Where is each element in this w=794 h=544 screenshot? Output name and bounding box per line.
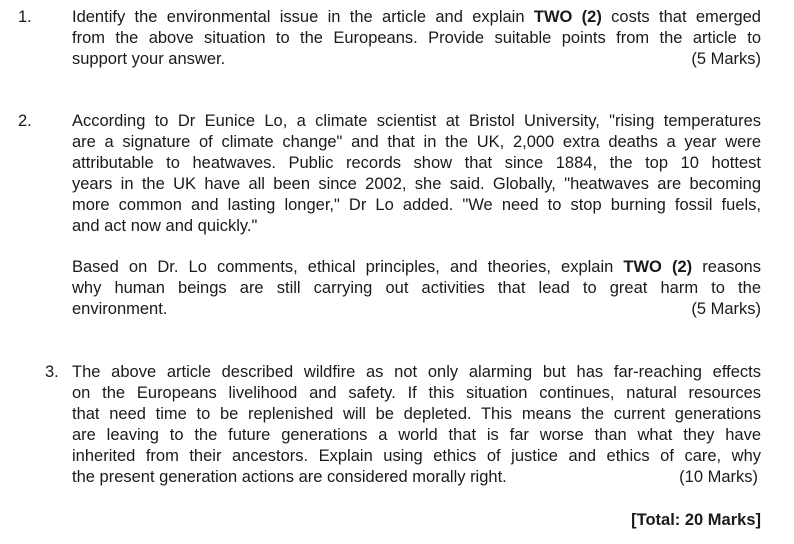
total-marks: [Total: 20 Marks]: [631, 511, 761, 529]
question-number: 1.: [18, 8, 32, 26]
marks-label: (5 Marks): [691, 300, 761, 318]
text-line: more common and lasting longer," Dr Lo added. "We need to stop burning fossil fuels,: [72, 196, 761, 214]
marks-label: (10 Marks): [679, 468, 758, 486]
text-line: are leaving to the future generations a world that is far worse than what they have: [72, 426, 761, 444]
marks-label: (5 Marks): [691, 50, 761, 68]
text-line: and act now and quickly.": [72, 217, 258, 235]
text-line: The above article described wildfire as not only alarming but has far-reaching effects: [72, 363, 761, 381]
question-number: 2.: [18, 112, 32, 130]
text-line: are a signature of climate change" and that in the UK, 2,000 extra deaths a year were: [72, 133, 761, 151]
text-line: environment. (5 Marks): [72, 300, 761, 318]
text-line: Identify the environmental issue in the article and explain TWO (2) costs that emerged: [72, 8, 761, 26]
text-line: years in the UK have all been since 2002, she said. Globally, "heatwaves are becoming: [72, 175, 761, 193]
text-line: that need time to be replenished will be depleted. This means the current generations: [72, 405, 761, 423]
question-text: [72, 257, 761, 320]
question-text: [72, 362, 761, 488]
question-text: [72, 7, 761, 70]
text-line: on the Europeans livelihood and safety. If this situation continues, natural resources: [72, 384, 761, 402]
question-quote-paragraph: [72, 111, 761, 237]
text-line: inherited from their ancestors. Explain using ethics of justice and ethics of care, why: [72, 447, 761, 465]
emphasis-text: TWO (2): [533, 8, 602, 26]
emphasis-text: TWO (2): [623, 258, 693, 276]
question-number: 3.: [45, 363, 59, 381]
text-line: According to Dr Eunice Lo, a climate scientist at Bristol University, "rising temperatures: [72, 112, 761, 130]
text-line: why human beings are still carrying out activities that lead to great harm to the: [72, 279, 761, 297]
text-line: the present generation actions are considered morally right. (10 Marks): [72, 468, 758, 486]
text-line: attributable to heatwaves. Public records show that since 1884, the top 10 hottest: [72, 154, 761, 172]
text-line: support your answer. (5 Marks): [72, 50, 761, 68]
text-line: Based on Dr. Lo comments, ethical principles, and theories, explain TWO (2) reasons: [72, 258, 761, 276]
text-line: from the above situation to the Europeans. Provide suitable points from the article to: [72, 29, 761, 47]
